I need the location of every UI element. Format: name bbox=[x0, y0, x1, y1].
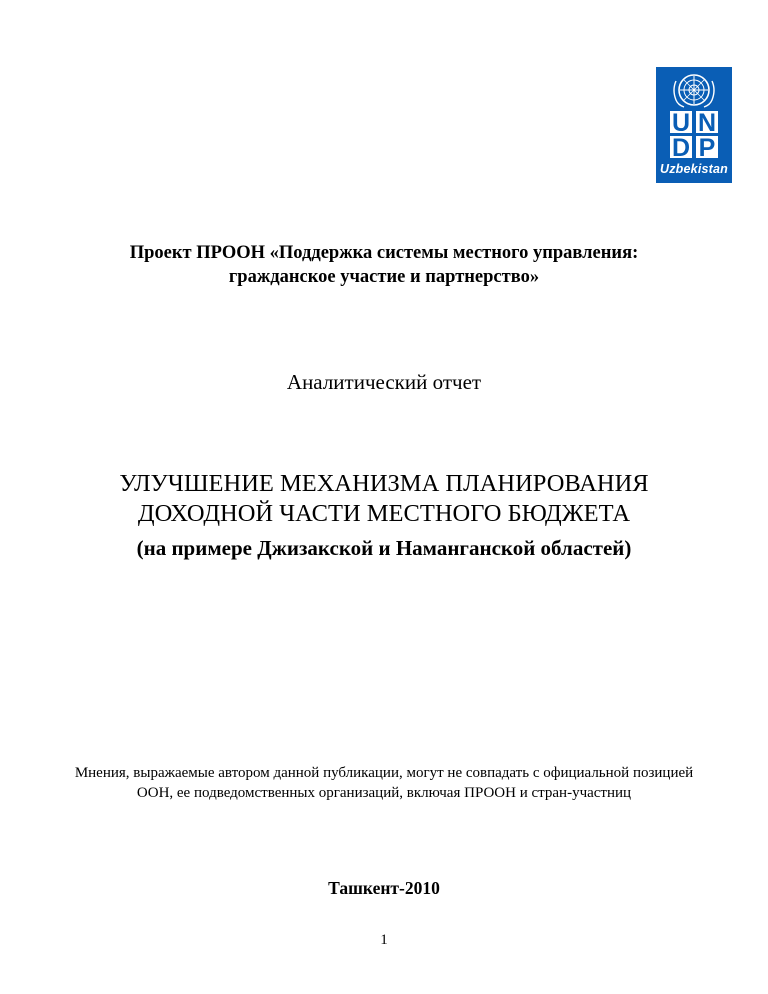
project-title-line-2: гражданское участие и партнерство» bbox=[228, 267, 540, 287]
logo-country-label: Uzbekistan bbox=[660, 162, 728, 176]
disclaimer bbox=[0, 763, 768, 803]
subtitle: (на примере Джизакской и Наманганской областей) bbox=[136, 536, 632, 560]
project-title bbox=[0, 241, 768, 289]
main-title-line-1: УЛУЧШЕНИЕ МЕХАНИЗМА ПЛАНИРОВАНИЯ bbox=[119, 470, 649, 497]
page-number: 1 bbox=[380, 932, 388, 948]
logo-letter-d: D bbox=[671, 134, 691, 162]
report-type: Аналитический отчет bbox=[286, 370, 482, 394]
logo-letter-u: U bbox=[671, 109, 691, 137]
main-title-line-2: ДОХОДНОЙ ЧАСТИ МЕСТНОГО БЮДЖЕТА bbox=[137, 500, 631, 527]
undp-logo bbox=[656, 67, 732, 183]
disclaimer-line-1: Мнения, выражаемые автором данной публикации, могут не совпадать с официальной позицией bbox=[74, 765, 694, 781]
logo-letter-p: P bbox=[698, 134, 716, 162]
project-title-line-1: Проект ПРООН «Поддержка системы местного управления: bbox=[129, 243, 639, 263]
place-year: Ташкент-2010 bbox=[328, 878, 440, 898]
main-title bbox=[0, 469, 768, 529]
logo-letter-n: N bbox=[697, 109, 717, 137]
disclaimer-line-2: ООН, ее подведомственных организаций, включая ПРООН и стран-участниц bbox=[136, 785, 632, 801]
un-emblem-icon bbox=[674, 75, 714, 107]
